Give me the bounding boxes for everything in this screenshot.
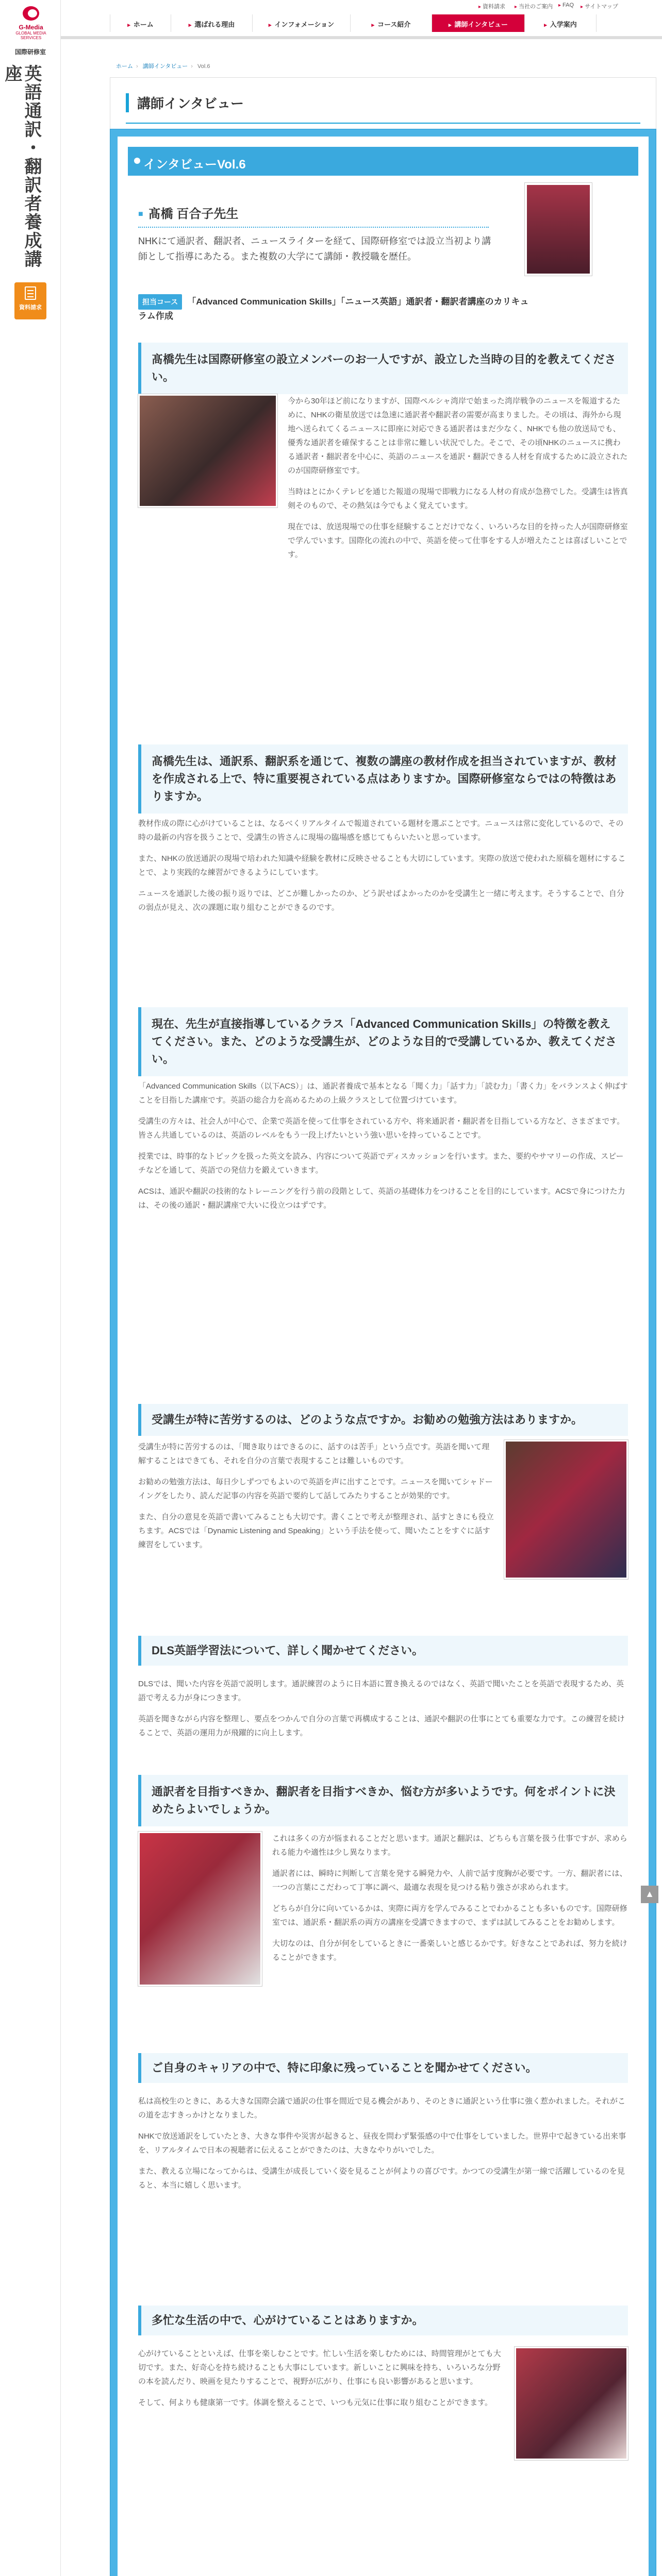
question-8: 多忙な生活の中で、心がけていることはありますか。 [138, 2306, 628, 2335]
logo-mark-icon [21, 6, 41, 22]
teacher-intro: NHKにて通訳者、翻訳者、ニュースライターを経て、国際研修室では設立当初より講師として指導にあたる。また複数の大学にて講師・教授職を歴任。 [138, 236, 491, 262]
course-badge: 担当コース [138, 294, 182, 310]
course-info [138, 294, 530, 323]
nav-admission[interactable]: ▸ 入学案内 [524, 14, 597, 32]
answer-8: 心がけていることといえば、仕事を楽しむことです。忙しい生活を楽しむためには、時間管理がとても大切です。また、好奇心を持ち続けることも大事にしています。新しいことに興味を持ち、いろいろな分野の本を読んだり、映画を見たりすることで、視野が広がり、仕事にも良い影響があると思います。 そして、何よりも健康第一です。体調を整えることで、いつも元気に仕事に取り組むことができます。 [138, 2349, 501, 2407]
question-1: 髙橋先生は国際研修室の設立メンバーのお一人ですが、設立した当時の目的を教えてください。 [138, 343, 628, 394]
main-content [110, 77, 656, 2576]
breadcrumb-current: Vol.6 [197, 63, 210, 70]
document-icon [25, 286, 36, 300]
question-5: DLS英語学習法について、詳しく聞かせてください。 [138, 1636, 628, 1666]
util-company-link[interactable]: ▸ 当社のご案内 [515, 2, 553, 10]
question-3: 現在、先生が直接指導しているクラス「Advanced Communication Skills」の特徴を教えてください。また、どのような受講生が、どのような目的で受講しているか、教えてください。 [138, 1007, 628, 1076]
answer-4: 受講生が特に苦労するのは、「聞き取りはできるのに、話すのは苦手」という点です。英語を聞いて理解することはできても、それを自分の言葉で表現することは難しいものです。 お勧めの勉強方法は、毎日少しずつでもよいので英語を声に出すことです。ニュースを聞いてシャドーイングをしたり、読んだ記事の内容を英語で要約して話してみたりすることが効果的です。 また、自分の意見を英語で書いてみることも大切です。書くことで考えが整理され、話すときにも役立ちます。ACSでは「Dynamic Listening and Speaking」という手法を使って、聞いたことをすぐに話す練習をしています。 [138, 1443, 494, 1549]
nav-courses[interactable]: ▸ コース紹介 [350, 14, 432, 32]
interview-photo-3 [138, 1832, 262, 1986]
answer-5: DLSでは、聞いた内容を英語で説明します。通訳練習のように日本語に置き換えるのではなく、英語で聞いたことを英語で表現するため、英語で考える力が身につきます。 英語を聞きながら内容を整理し、要点をつかんで自分の言葉で再構成することは、通訳や翻訳の仕事にとても重要な力です。この練習を続けることで、英語の運用力が飛躍的に向上します。 [138, 1680, 625, 1737]
nav-reasons[interactable]: ▸ 選ばれる理由 [171, 14, 252, 32]
answer-2: 教材作成の際に心がけていることは、なるべくリアルタイムで報道されている題材を選ぶことです。ニュースは常に変化しているので、その時の最新の内容を扱うことで、受講生の皆さんに現場の臨場感を感じてもらいたいと思っています。 また、NHKの放送通訳の現場で培われた知識や経験を教材に反映させることも大切にしています。実際の放送で使われた原稿を題材にすることで、より実践的な練習ができるようにしています。 ニュースを通訳した後の振り返りでは、どこが難しかったのか、どう訳せばよかったのかを受講生と一緒に考えます。そうすることで、自分の弱点が見え、次の課題に取り組むことができるのです。 [138, 819, 626, 912]
title-rule [126, 123, 640, 124]
breadcrumb-parent[interactable]: 講師インタビュー [142, 63, 188, 70]
nav-interview[interactable]: ▸ 講師インタビュー [432, 14, 524, 32]
page-header [110, 77, 656, 129]
page-title: 講師インタビュー [126, 93, 244, 112]
utility-nav [61, 0, 662, 10]
nav-home[interactable]: ▸ ホーム [110, 14, 171, 32]
left-sidebar [0, 0, 61, 2576]
answer-6: これは多くの方が悩まれることだと思います。通訳と翻訳は、どちらも言葉を扱う仕事ですが、求められる能力や適性は少し異なります。 通訳者には、瞬時に判断して言葉を発する瞬発力や、人前で話す度胸が必要です。一方、翻訳者には、一つの言葉にこだわって丁寧に調べ、最適な表現を見つける粘り強さが求められます。 どちらが自分に向いているかは、実際に両方を学んでみることでわかることも多いものです。国際研修室では、通訳系・翻訳系の両方の講座を受講できますので、まずは試してみることをお勧めします。 大切なのは、自分が何をしているときに一番楽しいと感じるかです。好きなことであれば、努力を続けることができます。 [272, 1834, 627, 1962]
course-text: 「Advanced Communication Skills」「ニュース英語」通訳者・翻訳者講座のカリキュラム作成 [138, 297, 529, 321]
nav-information[interactable]: ▸ インフォメーション [252, 14, 350, 32]
answer-3: 「Advanced Communication Skills（以下ACS）」は、通訳者養成で基本となる「聞く力」「話す力」「読む力」「書く力」をバランスよく伸ばすことを目指した講座です。英語の総合力を高めるための上級クラスとして位置づけています。 受講生の方々は、社会人が中心で、企業で英語を使って仕事をされている方や、将来通訳者・翻訳者を目指している方など、さまざまです。皆さん共通しているのは、英語のレベルをもう一段上げたいという強い思いを持っていることです。 授業では、時事的なトピックを扱った英文を読み、内容について英語でディスカッションを行います。また、要約やサマリーの作成、スピーチなどを通して、英語での発信力を鍛えていきます。 ACSは、通訳や翻訳の技術的なトレーニングを行う前の段階として、英語の基礎体力をつけることを目的にしています。ACSで身につけた力は、その後の通訳・翻訳講座で大いに役立つはずです。 [138, 1082, 628, 1210]
question-6: 通訳者を目指すべきか、翻訳者を目指すべきか、悩む方が多いようです。何をポイントに決めたらよいでしょうか。 [138, 1775, 628, 1826]
question-2: 髙橋先生は、通訳系、翻訳系を通じて、複数の講座の教材作成を担当されていますが、教材を作成される上で、特に重要視されている点はありますか。国際研修室ならではの特徴はありますか。 [138, 744, 628, 814]
global-nav [110, 14, 656, 32]
util-sitemap-link[interactable]: ▸ サイトマップ [581, 2, 618, 10]
brand-tag: 国際研修室 [14, 48, 46, 56]
sidebar-request-button[interactable]: 資料請求 [14, 282, 46, 319]
question-7: ご自身のキャリアの中で、特に印象に残っていることを聞かせてください。 [138, 2053, 628, 2083]
brand-logo[interactable] [10, 6, 52, 42]
teacher-name: ■ 髙橋 百合子先生 [138, 204, 489, 228]
interview-photo-2 [504, 1440, 628, 1579]
interview-body [118, 137, 649, 2576]
util-faq-link[interactable]: ▸ FAQ [558, 2, 574, 8]
brand-name: G-Media [19, 24, 43, 31]
header-divider [61, 36, 662, 39]
question-4: 受講生が特に苦労するのは、どのような点ですか。お勧めの勉強方法はありますか。 [138, 1404, 628, 1436]
scroll-top-button[interactable]: ▲ [641, 1886, 658, 1903]
interview-photo-1 [138, 394, 277, 507]
answer-7: 私は高校生のときに、ある大きな国際会議で通訳の仕事を間近で見る機会があり、そのときに通訳という仕事に強く惹かれました。それがこの道を志すきっかけとなりました。 NHKで放送通訳をしていたとき、大きな事件や災害が起きると、昼夜を問わず緊張感の中で仕事をしていました。世界中で起きている出来事を、リアルタイムで日本の視聴者に伝えることができたのは、大きなやりがいでした。 また、教える立場になってからは、受講生が成長していく姿を見ることが何よりの喜びです。かつての受講生が第一線で活躍しているのを見ると、本当に嬉しく思います。 [138, 2097, 626, 2190]
util-request-link[interactable]: ▸ 資料請求 [478, 2, 505, 10]
interview-frame [110, 129, 656, 2576]
breadcrumb: ホーム › 講師インタビュー › Vol.6 [116, 63, 210, 70]
answer-1: 今から30年ほど前になりますが、国際ペルシャ湾岸で始まった湾岸戦争のニュースを報道するために、NHKの衛星放送では急速に通訳者や翻訳者の需要が高まりました。その頃は、海外から現地へ送られてくるニュースに即座に対応できる通訳者はまだ少なく、NHKでも他の放送局でも、優秀な通訳者を確保することは非常に難しい状況でした。そこで、その頃NHKのニュースに携わる通訳者・翻訳者を中心に、英語のニュースを通訳・翻訳できる人材を育成するために設立されたのが国際研修室です。 当時はとにかくテレビを通じた報道の現場で即戦力になる人材の育成が急務でした。受講生は皆真剣そのもので、その熱気は今でもよく覚えています。 現在では、放送現場での仕事を経験することだけでなく、いろいろな目的を持った人が国際研修室で学んでいます。国際化の流れの中で、英語を使って仕事をする人が増えたことは喜ばしいことです。 [288, 397, 628, 559]
breadcrumb-home[interactable]: ホーム [116, 63, 133, 70]
school-title: 英語通訳・翻訳者養成講座 [2, 64, 42, 268]
teacher-portrait [525, 183, 592, 276]
interview-vol-title: インタビューVol.6 [128, 147, 638, 176]
brand-sub: GLOBAL MEDIA SERVICES [15, 31, 46, 40]
interview-photo-4 [515, 2347, 628, 2460]
